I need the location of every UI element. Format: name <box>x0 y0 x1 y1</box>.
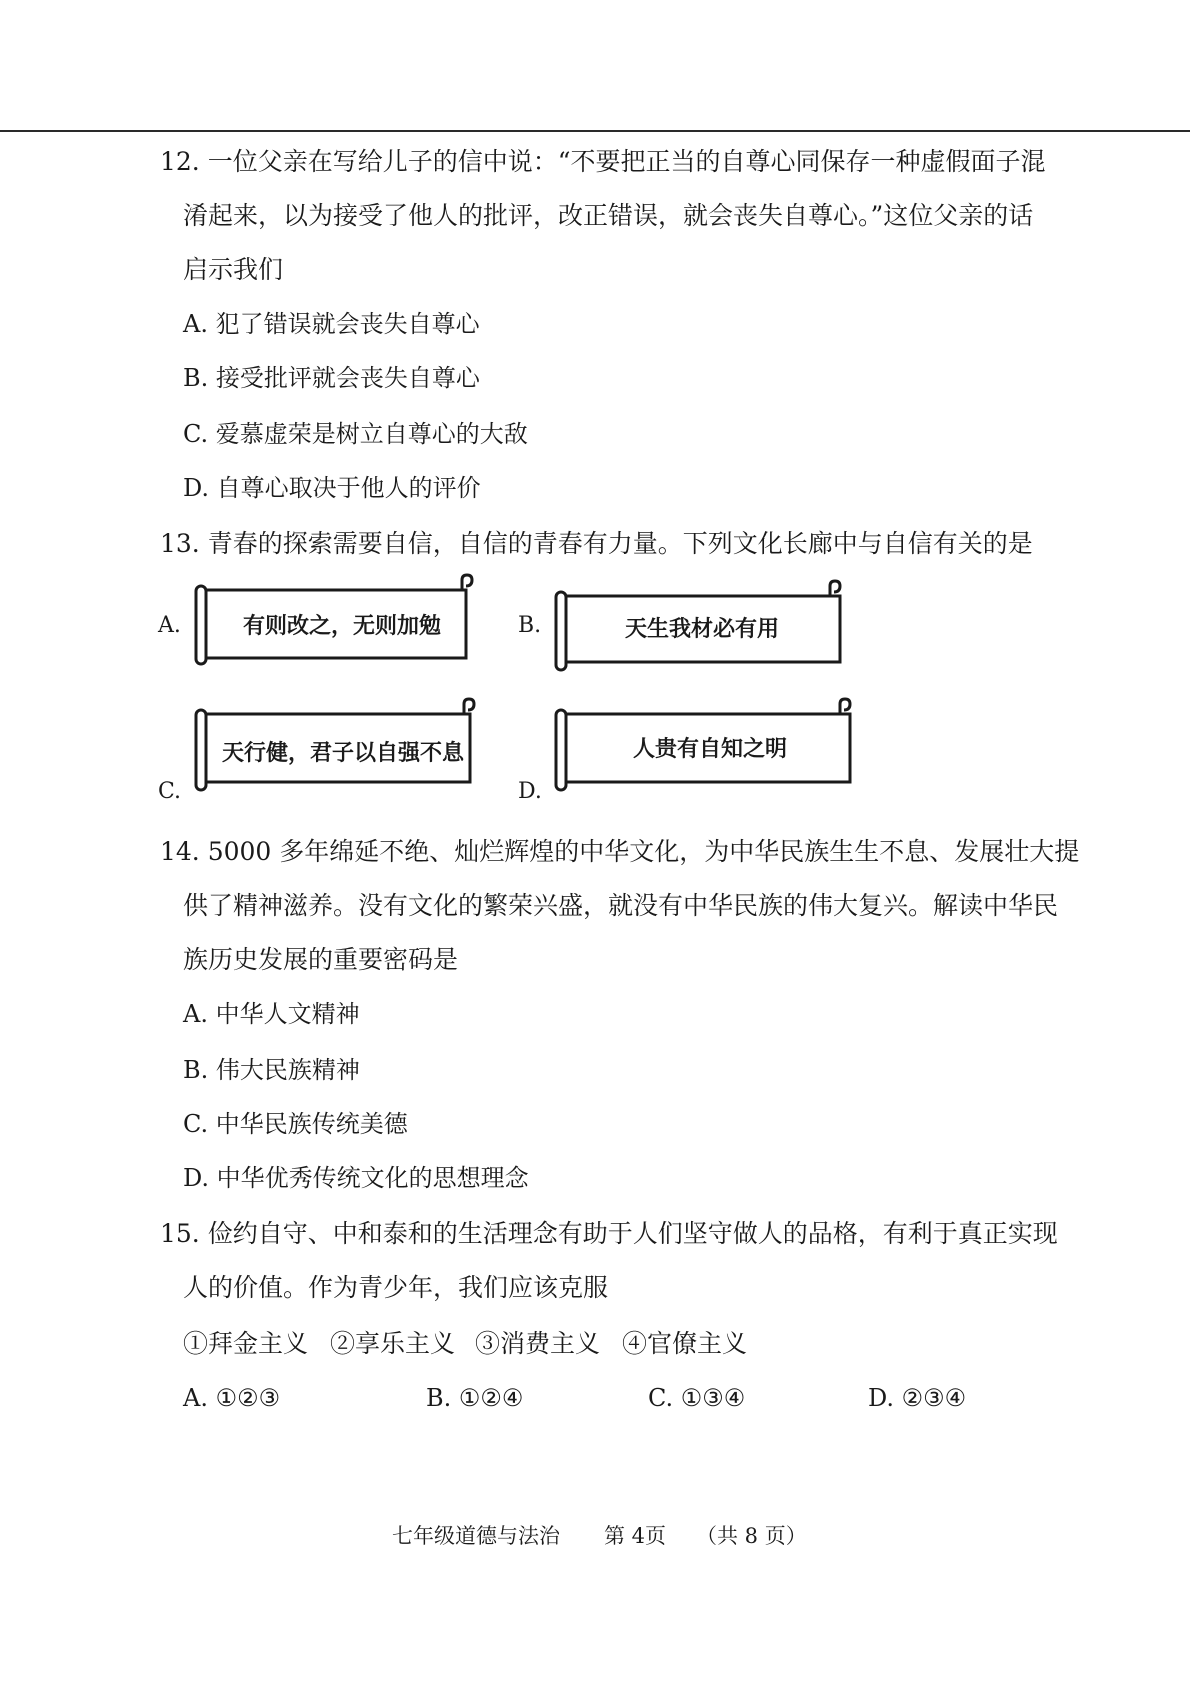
question-15-item-2: ②享乐主义 <box>330 1329 456 1358</box>
question-15-line-1: 15. 俭约自守、中和泰和的生活理念有助于人们坚守做人的品格，有利于真正实现 <box>160 1219 1058 1248</box>
question-14-option-c: C. 中华民族传统美德 <box>183 1110 408 1138</box>
footer-subject: 七年级道德与法治 <box>392 1524 560 1548</box>
question-12-line-3: 启示我们 <box>183 255 284 284</box>
scroll-b-letter: B. <box>518 613 542 638</box>
question-14-option-d: D. 中华优秀传统文化的思想理念 <box>183 1164 529 1192</box>
question-15-item-4: ④官僚主义 <box>622 1329 748 1358</box>
question-15-item-1: ①拜金主义 <box>183 1329 309 1358</box>
scroll-b-text: 天生我材必有用 <box>624 617 779 642</box>
question-12-option-a: A. 犯了错误就会丧失自尊心 <box>183 310 480 338</box>
scroll-d-text: 人贵有自知之明 <box>632 737 787 762</box>
scroll-a-text: 有则改之，无则加勉 <box>242 614 441 639</box>
question-12-line-1: 12. 一位父亲在写给儿子的信中说：“不要把正当的自尊心同保存一种虚假面子混 <box>160 147 1046 176</box>
question-13-line-1: 13. 青春的探索需要自信，自信的青春有力量。下列文化长廊中与自信有关的是 <box>160 529 1033 558</box>
question-14-option-b: B. 伟大民族精神 <box>183 1056 360 1084</box>
footer-total-pages: （共 8 页） <box>696 1524 807 1548</box>
question-15-option-b: B. ①②④ <box>426 1384 524 1412</box>
question-12-option-d: D. 自尊心取决于他人的评价 <box>183 474 481 502</box>
scroll-d-letter: D. <box>518 779 542 804</box>
question-15-option-d: D. ②③④ <box>868 1384 967 1412</box>
question-14-option-a: A. 中华人文精神 <box>183 1000 360 1028</box>
scroll-c-letter: C. <box>158 779 182 804</box>
question-12-option-c: C. 爱慕虚荣是树立自尊心的大敌 <box>183 420 528 448</box>
question-14-line-2: 供了精神滋养。没有文化的繁荣兴盛，就没有中华民族的伟大复兴。解读中华民 <box>183 891 1059 920</box>
question-15-item-3: ③消费主义 <box>475 1329 601 1358</box>
scroll-c-text: 天行健，君子以自强不息 <box>221 741 464 766</box>
question-14-line-3: 族历史发展的重要密码是 <box>183 945 459 974</box>
question-15-line-2: 人的价值。作为青少年，我们应该克服 <box>183 1273 609 1302</box>
scroll-a-letter: A. <box>158 613 181 638</box>
question-15-option-a: A. ①②③ <box>183 1384 281 1412</box>
question-14-line-1: 14. 5000 多年绵延不绝、灿烂辉煌的中华文化，为中华民族生生不息、发展壮大提 <box>160 837 1080 866</box>
question-12-option-b: B. 接受批评就会丧失自尊心 <box>183 364 480 392</box>
footer-page-number: 第 4页 <box>604 1524 667 1548</box>
question-15-option-c: C. ①③④ <box>648 1384 746 1412</box>
header-rule <box>0 130 1190 132</box>
question-12-line-2: 淆起来，以为接受了他人的批评，改正错误，就会丧失自尊心。”这位父亲的话 <box>183 201 1034 230</box>
